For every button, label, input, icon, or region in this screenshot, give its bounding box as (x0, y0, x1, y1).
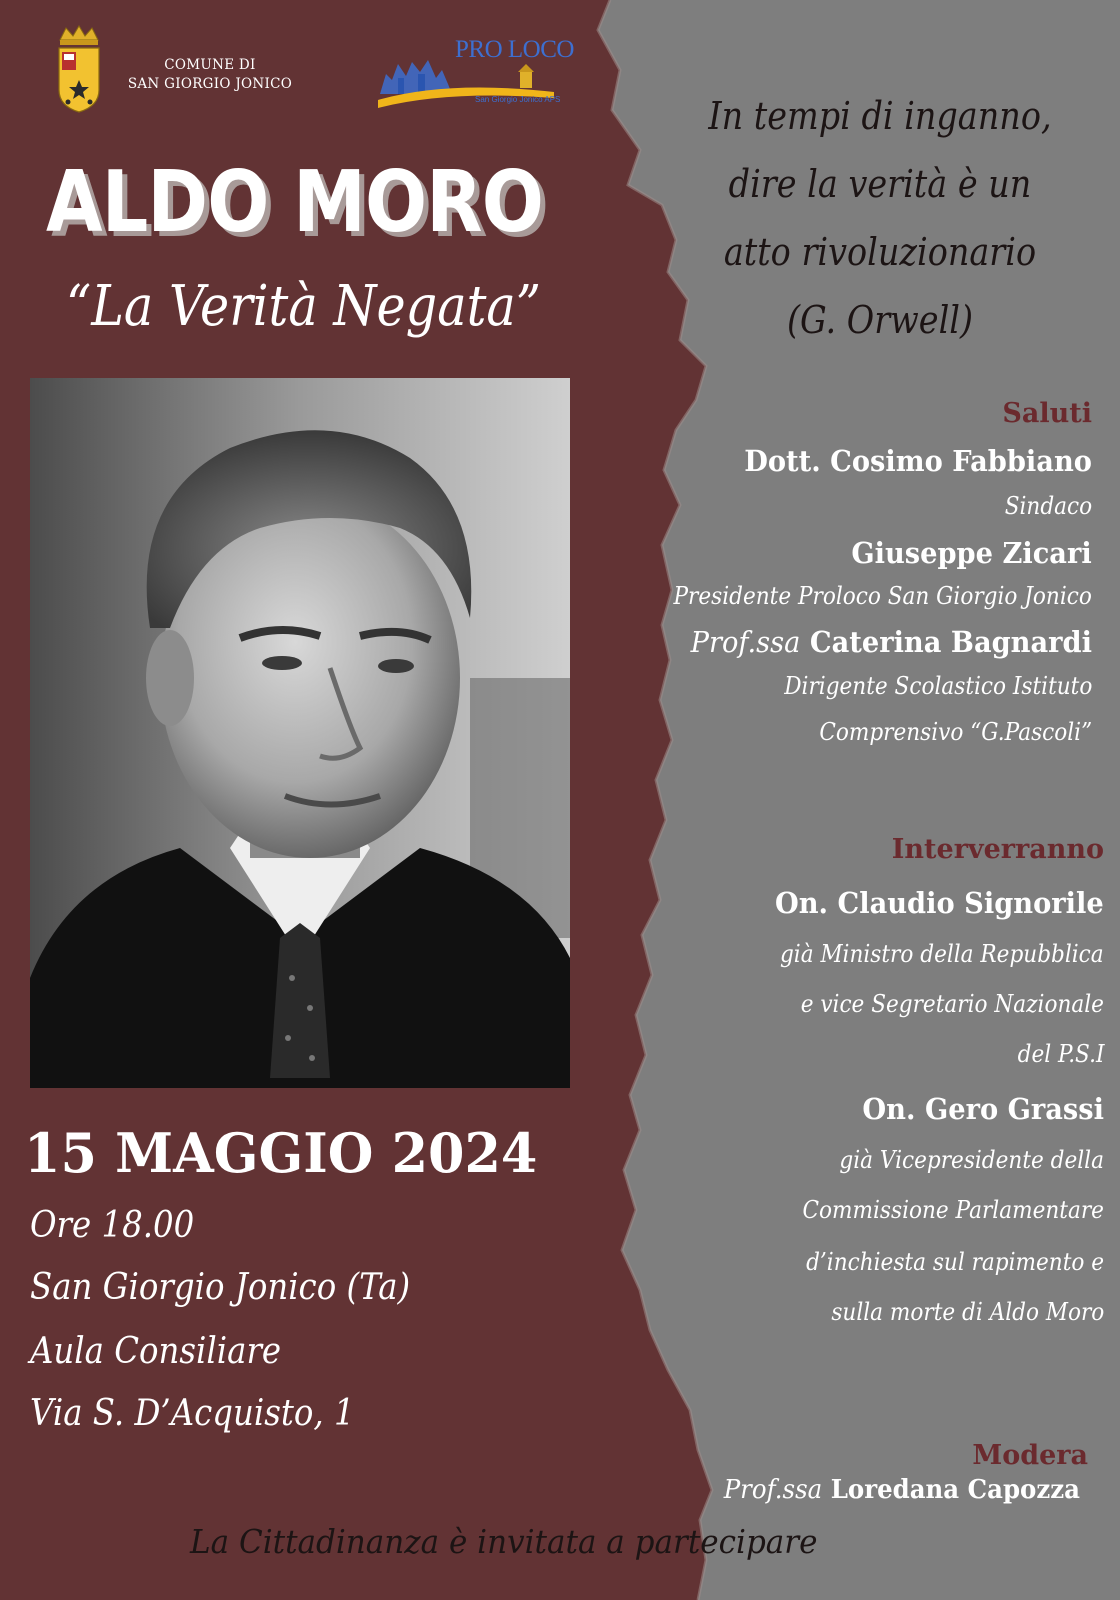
speaker-role: e vice Segretario Nazionale (800, 990, 1104, 1018)
modera-heading: Modera (972, 1440, 1088, 1471)
event-time: Ore 18.00 (30, 1205, 195, 1246)
speaker-role: Presidente Proloco San Giorgio Jonico (673, 582, 1092, 610)
quote-line: (G. Orwell) (786, 298, 974, 342)
main-title: ALDO MORO (46, 153, 544, 252)
invitation-footer: La Cittadinanza è invitata a partecipare (190, 1522, 818, 1561)
moderator-name (724, 1475, 1080, 1505)
speaker-role: del P.S.I (1017, 1040, 1104, 1068)
event-venue: Aula Consiliare (30, 1331, 282, 1372)
event-city: San Giorgio Jonico (Ta) (30, 1267, 411, 1308)
speaker-role: Commissione Parlamentare (802, 1196, 1104, 1224)
proloco-name: PRO LOCO (455, 36, 574, 63)
speaker-role: sulla morte di Aldo Moro (831, 1298, 1104, 1326)
quote-line: In tempi di inganno, (708, 94, 1052, 138)
speaker-name-text: Caterina Bagnardi (809, 625, 1092, 659)
subtitle: “La Verità Negata” (66, 274, 541, 339)
speaker-role: Sindaco (1004, 492, 1092, 520)
moderator-name-text: Loredana Capozza (830, 1475, 1080, 1505)
speaker-role: Dirigente Scolastico Istituto (783, 672, 1092, 700)
speaker-role: Comprensivo “G.Pascoli” (819, 718, 1092, 746)
municipality-name (115, 56, 305, 94)
municipality-line-2: SAN GIORGIO JONICO (127, 76, 293, 92)
speaker-name (691, 625, 1092, 659)
speaker-name: Dott. Cosimo Fabbiano (744, 444, 1092, 478)
saluti-heading: Saluti (1002, 398, 1092, 429)
quote-line: atto rivoluzionario (723, 230, 1037, 274)
municipality-line-1: COMUNE DI (164, 57, 256, 73)
event-address: Via S. D’Acquisto, 1 (30, 1393, 355, 1434)
speaker-role: già Ministro della Repubblica (780, 940, 1104, 968)
event-date: 15 MAGGIO 2024 (24, 1121, 538, 1185)
orwell-quote (660, 82, 1100, 354)
municipality-crest-icon (54, 24, 104, 114)
speaker-prefix: Prof.ssa (690, 625, 801, 659)
moderator-prefix: Prof.ssa (723, 1475, 823, 1505)
portrait-photo (30, 378, 570, 1088)
speaker-role: già Vicepresidente della (839, 1146, 1104, 1174)
proloco-subtitle: San Giorgio Jonico APS (475, 95, 561, 104)
interventi-heading: Interverranno (891, 834, 1104, 865)
speaker-role: d’inchiesta sul rapimento e (806, 1248, 1104, 1276)
quote-line: dire la verità è un (728, 162, 1032, 206)
speaker-name: On. Claudio Signorile (775, 886, 1104, 920)
speaker-name: Giuseppe Zicari (851, 536, 1092, 570)
speaker-name: On. Gero Grassi (862, 1092, 1104, 1126)
